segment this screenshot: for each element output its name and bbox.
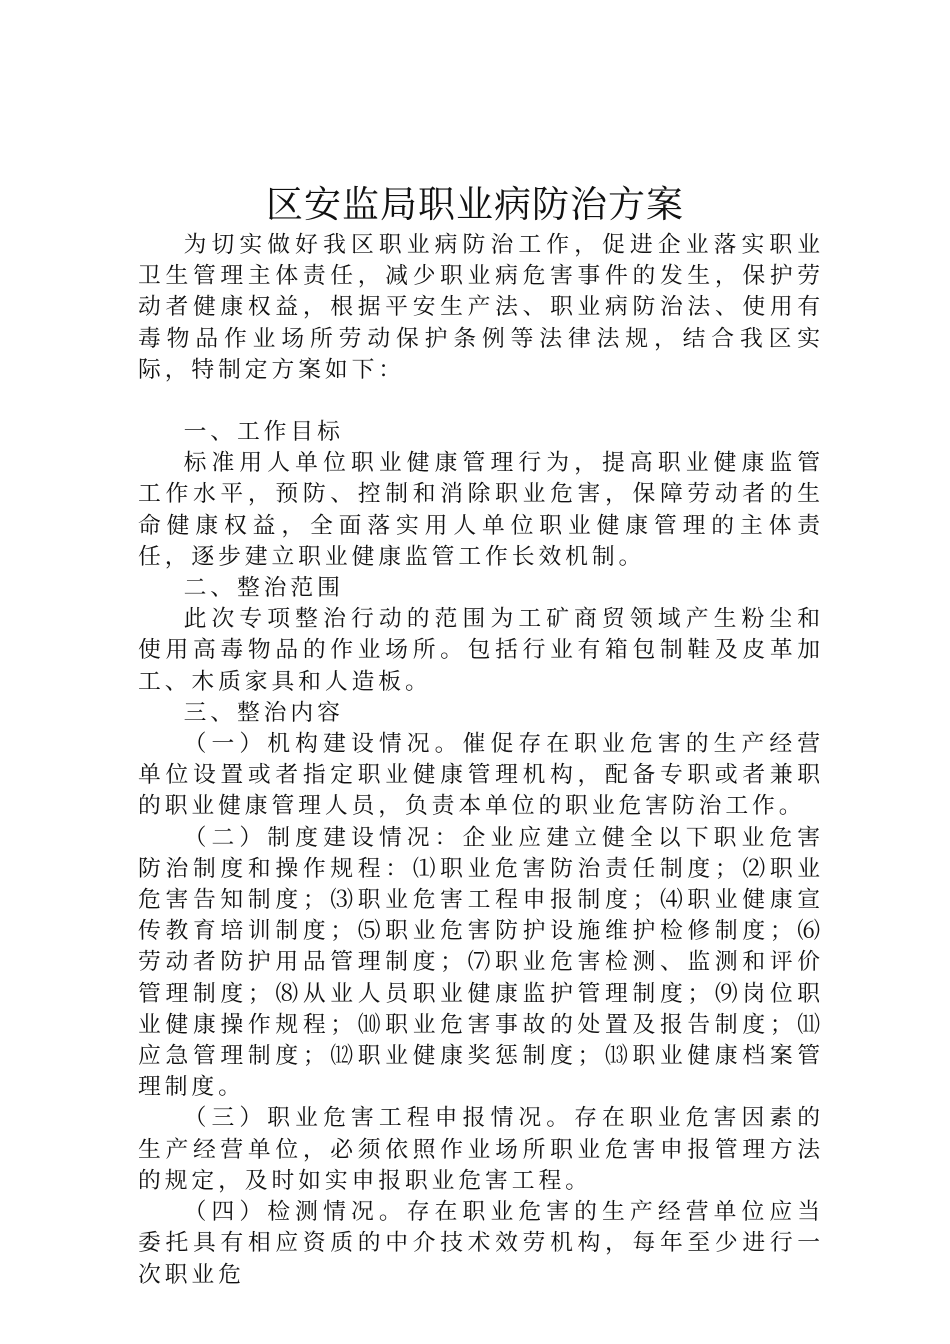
scope-paragraph: 此次专项整治行动的范围为工矿商贸领域产生粉尘和使用高毒物品的作业场所。包括行业有箱包制鞋及皮革加工、木质家具和人造板。 (138, 606, 824, 695)
content-item-3: （三）职业危害工程申报情况。存在职业危害因素的生产经营单位，必须依照作业场所职业危害申报管理方法的规定，及时如实申报职业危害工程。 (138, 1105, 824, 1194)
document-body (138, 230, 824, 1291)
intro-paragraph: 为切实做好我区职业病防治工作，促进企业落实职业卫生管理主体责任，减少职业病危害事件的发生，保护劳动者健康权益，根据平安生产法、职业病防治法、使用有毒物品作业场所劳动保护条例等法律法规，结合我区实际，特制定方案如下： (138, 232, 824, 383)
goals-paragraph: 标准用人单位职业健康管理行为，提高职业健康监管工作水平，预防、控制和消除职业危害，保障劳动者的生命健康权益，全面落实用人单位职业健康管理的主体责任，逐步建立职业健康监管工作长效机制。 (138, 450, 824, 570)
document-title: 区安监局职业病防治方案 (266, 183, 684, 226)
content-item-2: （二）制度建设情况：企业应建立健全以下职业危害防治制度和操作规程：⑴职业危害防治责任制度；⑵职业危害告知制度；⑶职业危害工程申报制度；⑷职业健康宣传教育培训制度；⑸职业危害防护设施维护检修制度；⑹劳动者防护用品管理制度；⑺职业危害检测、监测和评价管理制度；⑻从业人员职业健康监护管理制度；⑼岗位职业健康操作规程；⑽职业危害事故的处置及报告制度；⑾应急管理制度；⑿职业健康奖惩制度；⒀职业健康档案管理制度。 (138, 824, 824, 1101)
content-item-1: （一）机构建设情况。催促存在职业危害的生产经营单位设置或者指定职业健康管理机构，配备专职或者兼职的职业健康管理人员，负责本单位的职业危害防治工作。 (138, 731, 824, 820)
content-item-4: （四）检测情况。存在职业危害的生产经营单位应当委托具有相应资质的中介技术效劳机构，每年至少进行一次职业危 (138, 1199, 824, 1288)
section-heading-goals: 一、工作目标 (183, 419, 344, 446)
section-heading-scope: 二、整治范围 (183, 575, 344, 602)
section-heading-content: 三、整治内容 (183, 699, 344, 726)
